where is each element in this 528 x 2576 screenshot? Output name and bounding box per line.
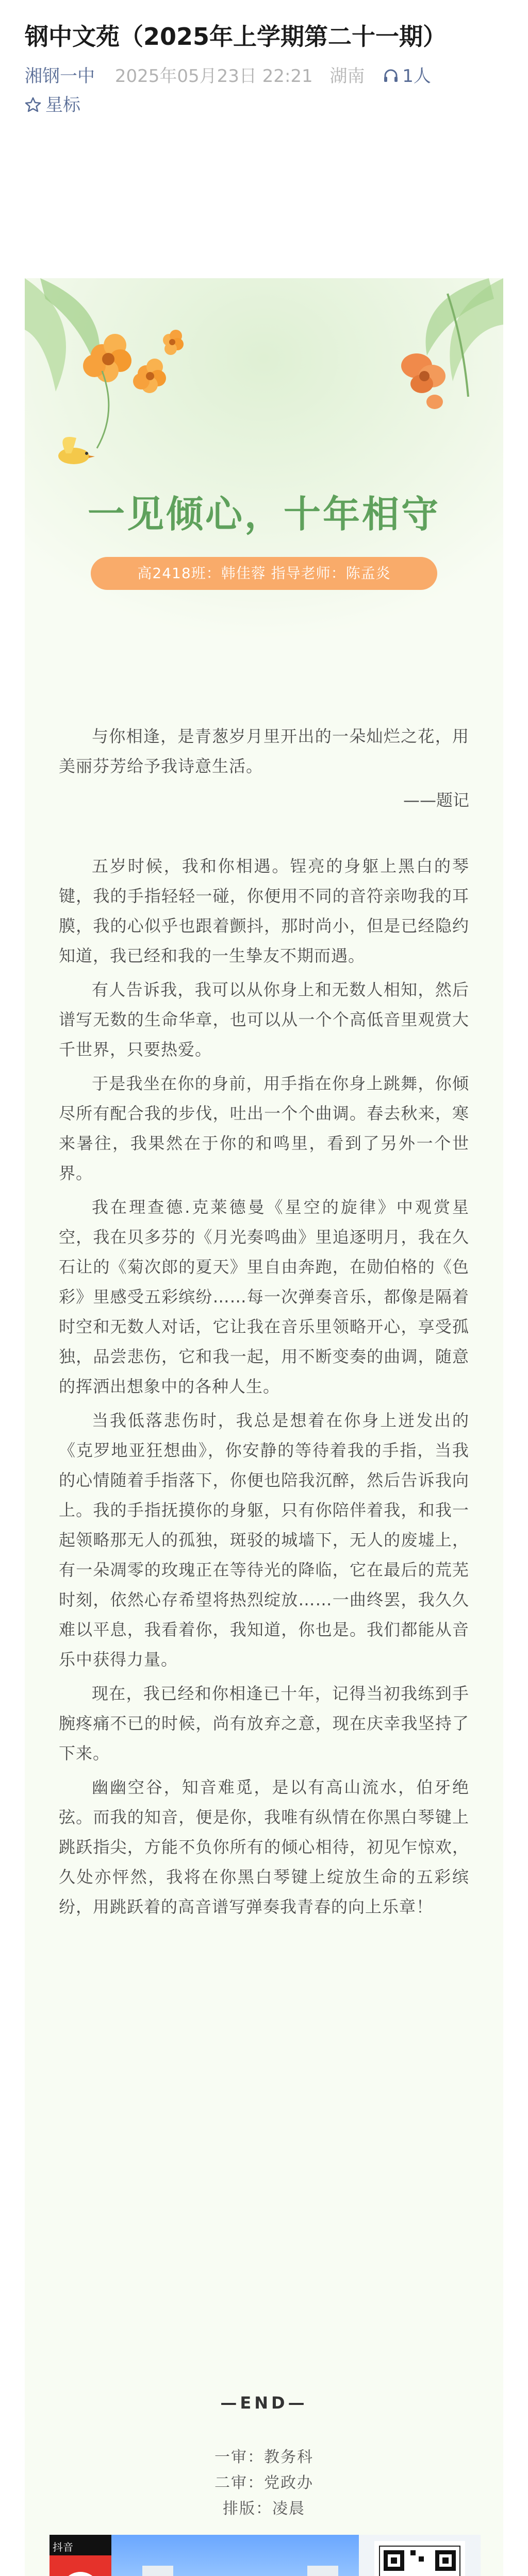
body-paragraph: 有人告诉我，我可以从你身上和无数人相知，然后谱写无数的生命华章，也可以从一个个高低音里观赏大千世界，只要热爱。 [59,980,469,1059]
banner-title: 一见倾心，十年相守 [87,492,440,536]
article-content [25,278,503,2576]
star-icon [25,96,41,113]
school-photo-banner[interactable] [50,2535,481,2576]
body-paragraph: 我在理查德.克莱德曼《星空的旋律》中观赏星空，我在贝多芬的《月光奏鸣曲》里追逐明月，我在久石让的《菊次郎的夏天》里自由奔跑，在勋伯格的《色彩》里感受五彩缤纷……每一次弹奏音乐，都像是隔着时空和无数人对话，它让我在音乐里领略开心，享受孤独，品尝悲伤，它和我一起，用不断变奏的曲调，随意的挥洒出想象中的各种人生。 [59,1197,469,1396]
headphones-icon [383,67,399,84]
body-paragraph: 五岁时候，我和你相遇。锃亮的身躯上黑白的琴键，我的手指轻轻一碰，你便用不同的音符亲吻我的耳膜，我的心似乎也跟着颤抖，那时尚小，但是已经隐约知道，我已经和我的一生挚友不期而遇。 [59,856,469,965]
banner-subtitle: 高2418班：韩佳蓉 指导老师：陈孟炎 [91,557,437,590]
douyin-logo: 抖音 [53,2541,73,2553]
listen-button[interactable] [383,66,431,87]
credit-layout: 排版：凌晨 [223,2500,305,2518]
body-paragraph: 于是我坐在你的身前，用手指在你身上跳舞，你倾尽所有配合我的步伐，吐出一个个曲调。春去秋来，寒来暑往，我果然在于你的和鸣里，看到了另外一个世界。 [59,1074,469,1183]
credit-review1: 一审：教务科 [214,2448,314,2466]
credit-review2: 二审：党政办 [214,2474,314,2492]
school-gate-illustration [50,2535,481,2576]
body-paragraph: 幽幽空谷，知音难觅，是以有高山流水，伯牙绝弦。而我的知音，便是你，我唯有纵情在你黑白琴键上跳跃指尖，方能不负你所有的倾心相待，初见乍惊欢，久处亦怦然，我将在你黑白琴键上绽放生命的五彩缤纷，用跳跃着的高音谱写弹奏我青春的向上乐章！ [59,1777,469,1917]
article-header [0,0,528,117]
article-title: 钢中文苑（2025年上学期第二十一期） [25,23,447,50]
body-paragraph: 当我低落悲伤时，我总是想着在你身上迸发出的《克罗地亚狂想曲》，你安静的等待着我的手指，当我的心情随着手指落下，你便也陪我沉醉，然后告诉我向上。我的手指抚摸你的身躯，只有你陪伴着我，和我一起领略那无人的孤独，斑驳的城墙下，无人的废墟上，有一朵凋零的玫瑰正在等待光的降临，它在最后的荒芜时刻，依然心存希望将热烈绽放……一曲终罢，我久久难以平息，我看着你，我知道，你也是。我们都能从音乐中获得力量。 [59,1411,469,1669]
qr-code-icon [380,2546,460,2576]
body-paragraph: 现在，我已经和你相逢已十年，记得当初我练到手腕疼痛不已的时候，尚有放弃之意，现在庆幸我坚持了下来。 [59,1684,469,1763]
credits [25,2445,503,2522]
listener-count: 1人 [402,66,431,87]
star-label: 星标 [45,95,80,115]
tiji-signature: ——题记 [403,790,469,810]
intro-paragraph: 与你相逢，是青葱岁月里开出的一朵灿烂之花，用美丽芬芳给予我诗意生活。 [59,726,469,776]
banner-decoration [25,278,503,680]
article-body [59,721,469,1926]
publish-location: 湖南 [329,66,365,87]
end-marker: —END— [220,2393,308,2413]
article-meta [25,64,503,89]
account-name-link[interactable]: 湘钢一中 [25,66,95,87]
publish-date: 2025年05月23日 22:21 [114,66,313,87]
star-button[interactable] [25,93,503,117]
